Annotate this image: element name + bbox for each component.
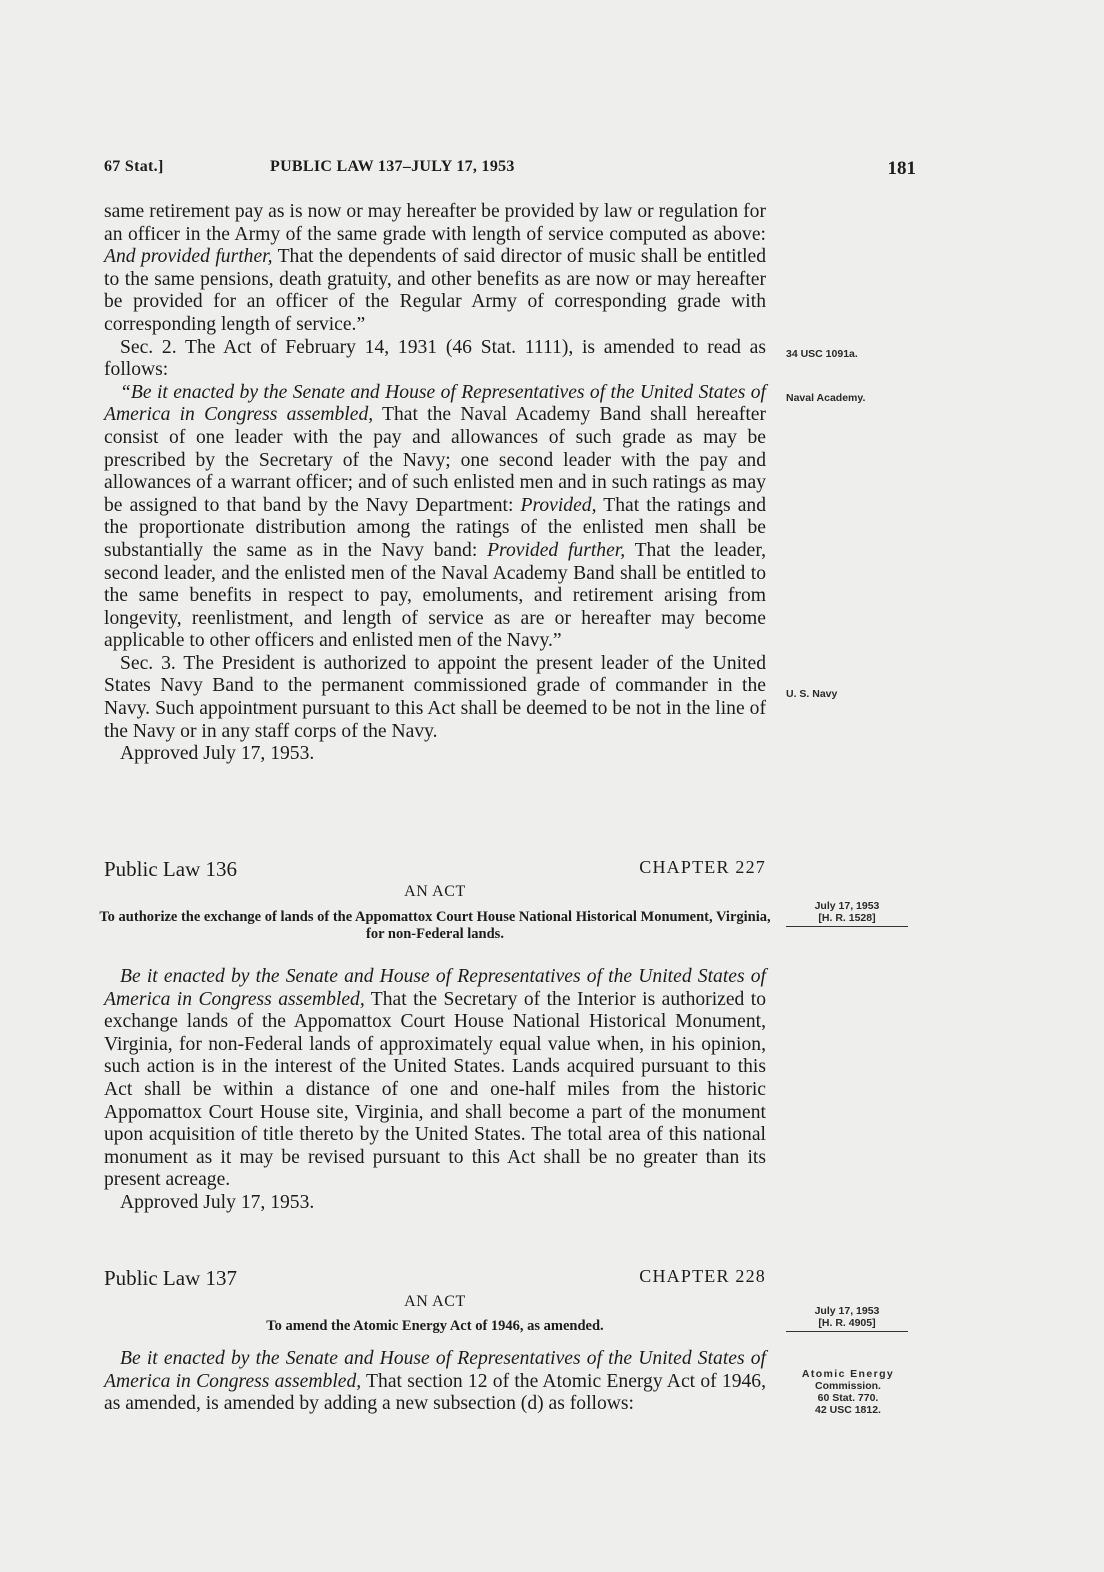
approved-date: Approved July 17, 1953. (120, 1191, 315, 1213)
law-136-text (104, 966, 766, 1215)
continued-text (104, 201, 766, 766)
law-137-heading (104, 1266, 766, 1290)
law-137-text (104, 1348, 766, 1416)
law-number: Public Law 137 (104, 1266, 237, 1290)
margin-note-navy: U. S. Navy (786, 688, 838, 700)
law-136-heading (104, 857, 766, 881)
approved-date: Approved July 17, 1953. (120, 743, 315, 765)
margin-note-naval-academy: Naval Academy. (786, 392, 866, 404)
chapter-number: CHAPTER 228 (639, 1266, 766, 1286)
paragraph-naval-band: “Be it enacted by the Senate and House of Representatives of the United States of America in Congress assembled, That the Naval Academy Band shall hereafter consist of one leader with the pay and allowances of such grade as may be prescribed by the Secretary of the Navy; one second leader with the pay and allowances of a warrant officer; and of such enlisted men and in such ratings as may be assigned to that band by the Navy Department: Provided, That the ratings and the proportionate distribution among the ratings of the enlisted men shall be substantially the same as in the Navy band: Provided further, That the leader, second leader, and the enlisted men of the Naval Academy Band shall be entitled to the same benefits in respect to pay, emoluments, and retirement arising from longevity, reenlistment, and length of service as are or hereafter may become applicable to other officers and enlisted men of the Navy.” (104, 381, 767, 652)
header-title: PUBLIC LAW 137–JULY 17, 1953 (270, 158, 515, 175)
margin-note-law-137: July 17, 1953 [H. R. 4905] (786, 1305, 908, 1332)
margin-note-usc: 34 USC 1091a. (786, 348, 858, 360)
chapter-number: CHAPTER 227 (639, 857, 766, 877)
act-purpose: To amend the Atomic Energy Act of 1946, as amended. (266, 1318, 604, 1334)
an-act-label: AN ACT (404, 883, 466, 900)
margin-note-atomic-energy: Atomic Energy Commission. 60 Stat. 770. 42 USC 1812. (801, 1368, 895, 1416)
page-number: 181 (887, 158, 916, 179)
enacting-clause: Be it enacted by the Senate and House of Representatives of the United States of America in Congress assembled, That section 12 of the Atomic Energy Act of 1946, as amended, is amended by adding a new subsection (d) as follows: (104, 1348, 766, 1415)
section-3: Sec. 3. The President is authorized to appoint the present leader of the United States Navy Band to the permanent commissioned grade of commander in the Navy. Such appointment pursuant to this Act shall be deemed to be not in the line of the Navy or in any staff corps of the Navy. (104, 652, 766, 742)
margin-note-law-136: July 17, 1953 [H. R. 1528] (786, 900, 908, 927)
law-number: Public Law 136 (104, 857, 237, 881)
an-act-label: AN ACT (404, 1293, 466, 1310)
act-purpose: To authorize the exchange of lands of the Appomattox Court House National Historical Monument, Virginia, for non-Federal lands. (99, 909, 771, 942)
running-header (104, 158, 916, 184)
stat-volume: 67 Stat.] (104, 158, 164, 175)
enacting-clause: Be it enacted by the Senate and House of Representatives of the United States of America in Congress assembled, That the Secretary of the Interior is authorized to exchange lands of the Appomattox Court House National Historical Monument, Virginia, for non-Federal lands of approximately equal value when, in his opinion, such action is in the interest of the United States. Lands acquired pursuant to this Act shall be within a distance of one and one-half miles from the historic Appomattox Court House site, Virginia, and shall become a part of the monument upon acquisition of title thereto by the United States. The total area of this national monument as it may be revised pursuant to this Act shall be no greater than its present acreage. (104, 966, 766, 1191)
section-2: Sec. 2. The Act of February 14, 1931 (46 Stat. 1111), is amended to read as follows: (104, 336, 766, 381)
paragraph-retirement: same retirement pay as is now or may hereafter be provided by law or regulation for an officer in the Army of the same grade with length of service computed as above: And provided further, That the dependents of said director of music shall be entitled to the same pensions, death gratuity, and other benefits as are now or may hereafter be provided for an officer of the Regular Army of corresponding grade with corresponding length of service.” (104, 201, 767, 335)
